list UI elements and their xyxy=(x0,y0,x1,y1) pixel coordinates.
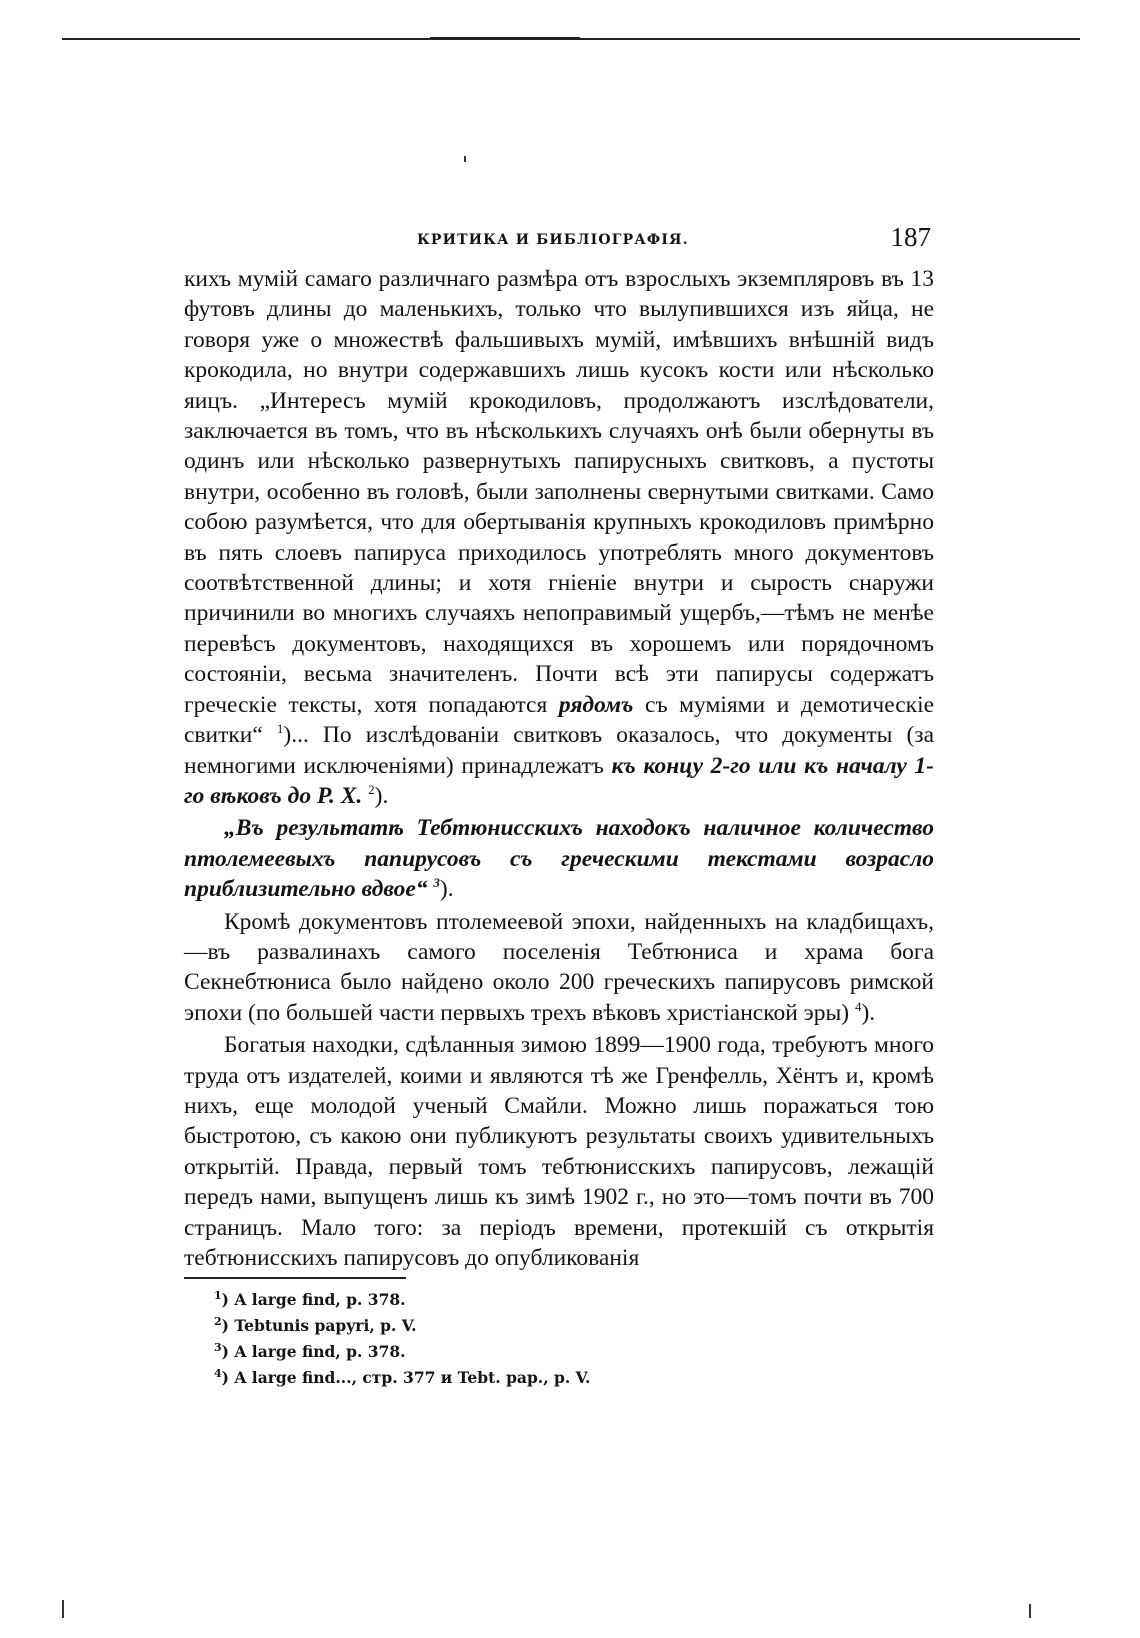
footnote-1-mark: 1 xyxy=(214,1289,222,1302)
footnote-1 xyxy=(214,1287,590,1313)
paragraph-1-text-a: кихъ мумій самаго различнаго размѣра отъ взрослыхъ экземпляровъ въ 13 футовъ длины до маленькихъ, только что вылупившихся изъ яйца, не говоря уже о множествѣ фальшивыхъ мумій, имѣвшихъ внѣшній видъ крокодила, но внутри содержавшихъ лишь кусокъ кости или нѣсколько яицъ. „Интересъ мумій крокодиловъ, продолжаютъ изслѣдователи, заключается въ томъ, что въ нѣсколькихъ случаяхъ онѣ были обернуты въ одинъ или нѣсколько развернутыхъ папирусныхъ свитковъ, а пустоты внутри, особенно въ головѣ, были заполнены свернутыми свитками. Само собою разумѣется, что для обертыванія крупныхъ крокодиловъ примѣрно въ пять слоевъ папируса приходилось употреблять много документовъ соотвѣтственной длины; и хотя гніеніе внутри и сырость снаружи причинили во многихъ случаяхъ непоправимый ущербъ,—тѣмъ не менѣе перевѣсъ документовъ, находящихся въ хорошемъ или порядочномъ состояніи, весьма значителенъ. Почти всѣ эти папирусы содержатъ греческіе тексты, хотя попадаются xyxy=(184,266,934,718)
footnote-4 xyxy=(214,1365,590,1391)
scan-edge-mark-left xyxy=(62,1600,64,1618)
footnote-2 xyxy=(214,1313,590,1339)
footnote-2-mark: 2 xyxy=(214,1315,222,1328)
footnotes xyxy=(214,1287,590,1391)
paragraph-1-text-b: съ муміями и демотическіе свитки“ xyxy=(184,691,935,749)
footnote-ref-4[interactable]: 4 xyxy=(854,998,862,1014)
paragraph-2-quote xyxy=(184,813,934,904)
paragraph-3 xyxy=(184,907,934,1029)
paragraph-1-text-c: )... По изслѣдованіи свитковъ оказалось, что документы (за немногими исключеніями) принадлежатъ xyxy=(184,722,935,779)
paragraph-2-tail: ). xyxy=(439,876,454,903)
paragraph-1-emphasis-2: къ концу 2-го или къ началу 1-го вѣковъ до Р. Х. xyxy=(184,752,934,809)
scan-edge-mark-right xyxy=(1029,1604,1031,1618)
page-top-rule-accent xyxy=(430,37,580,40)
footnote-2-text: ) Tebtunis papyri, p. V. xyxy=(221,1316,417,1335)
body-text xyxy=(184,264,934,1273)
paragraph-1-emphasis-1: рядомъ xyxy=(558,691,634,718)
footnote-ref-3[interactable]: 3 xyxy=(433,875,440,891)
footnote-1-text: ) A large find, p. 378. xyxy=(221,1290,406,1309)
paragraph-3-text: Кромѣ документовъ птолемеевой эпохи, найденныхъ на кладбищахъ,—въ развалинахъ самого поселенія Тебтюниса и храма бога Секнебтюниса было найдено около 200 греческихъ папирусовъ римской эпохи (по большей части первыхъ трехъ вѣковъ христіанской эры) xyxy=(184,908,934,1026)
footnote-4-text: ) A large find..., стр. 377 и Tebt. pap., p. V. xyxy=(221,1368,591,1387)
paragraph-1-text-d: ). xyxy=(374,782,389,809)
footnote-4-mark: 4 xyxy=(214,1367,222,1380)
paragraph-1 xyxy=(184,264,934,811)
footnote-3-mark: 3 xyxy=(214,1341,222,1354)
footnote-ref-2[interactable]: 2 xyxy=(368,781,375,797)
footnote-separator xyxy=(184,1277,406,1279)
paragraph-4: Богатыя находки, сдѣланныя зимою 1899—1900 года, требуютъ много труда отъ издателей, коими и являются тѣ же Гренфелль, Хёнтъ и, кромѣ нихъ, еще молодой ученый Смайли. Можно лишь поражаться тою быстротою, съ какою они публикуютъ результаты своихъ удивительныхъ открытій. Правда, первый томъ тебтюнисскихъ папирусовъ, лежащій передъ нами, выпущенъ лишь къ зимѣ 1902 г., но это—томъ почти въ 700 страницъ. Мало того: за періодъ времени, протекшій съ открытія тебтюнисскихъ папирусовъ до опубликованія xyxy=(184,1032,934,1271)
page-header xyxy=(187,222,931,256)
paragraph-3-tail: ). xyxy=(861,999,876,1026)
page-number: 187 xyxy=(890,222,931,252)
footnote-3 xyxy=(214,1339,590,1365)
paragraph-2-text: „Въ результатѣ Тебтюнисскихъ находокъ наличное количество птолемеевыхъ папирусовъ съ греческими текстами возрасло приблизительно вдвое“ xyxy=(184,815,934,903)
scan-speck xyxy=(464,156,466,162)
footnote-ref-1[interactable]: 1 xyxy=(276,721,284,737)
footnote-3-text: ) A large find, p. 378. xyxy=(221,1342,406,1361)
running-title: КРИТИКА И БИБЛІОГРАФІЯ. xyxy=(417,232,689,248)
